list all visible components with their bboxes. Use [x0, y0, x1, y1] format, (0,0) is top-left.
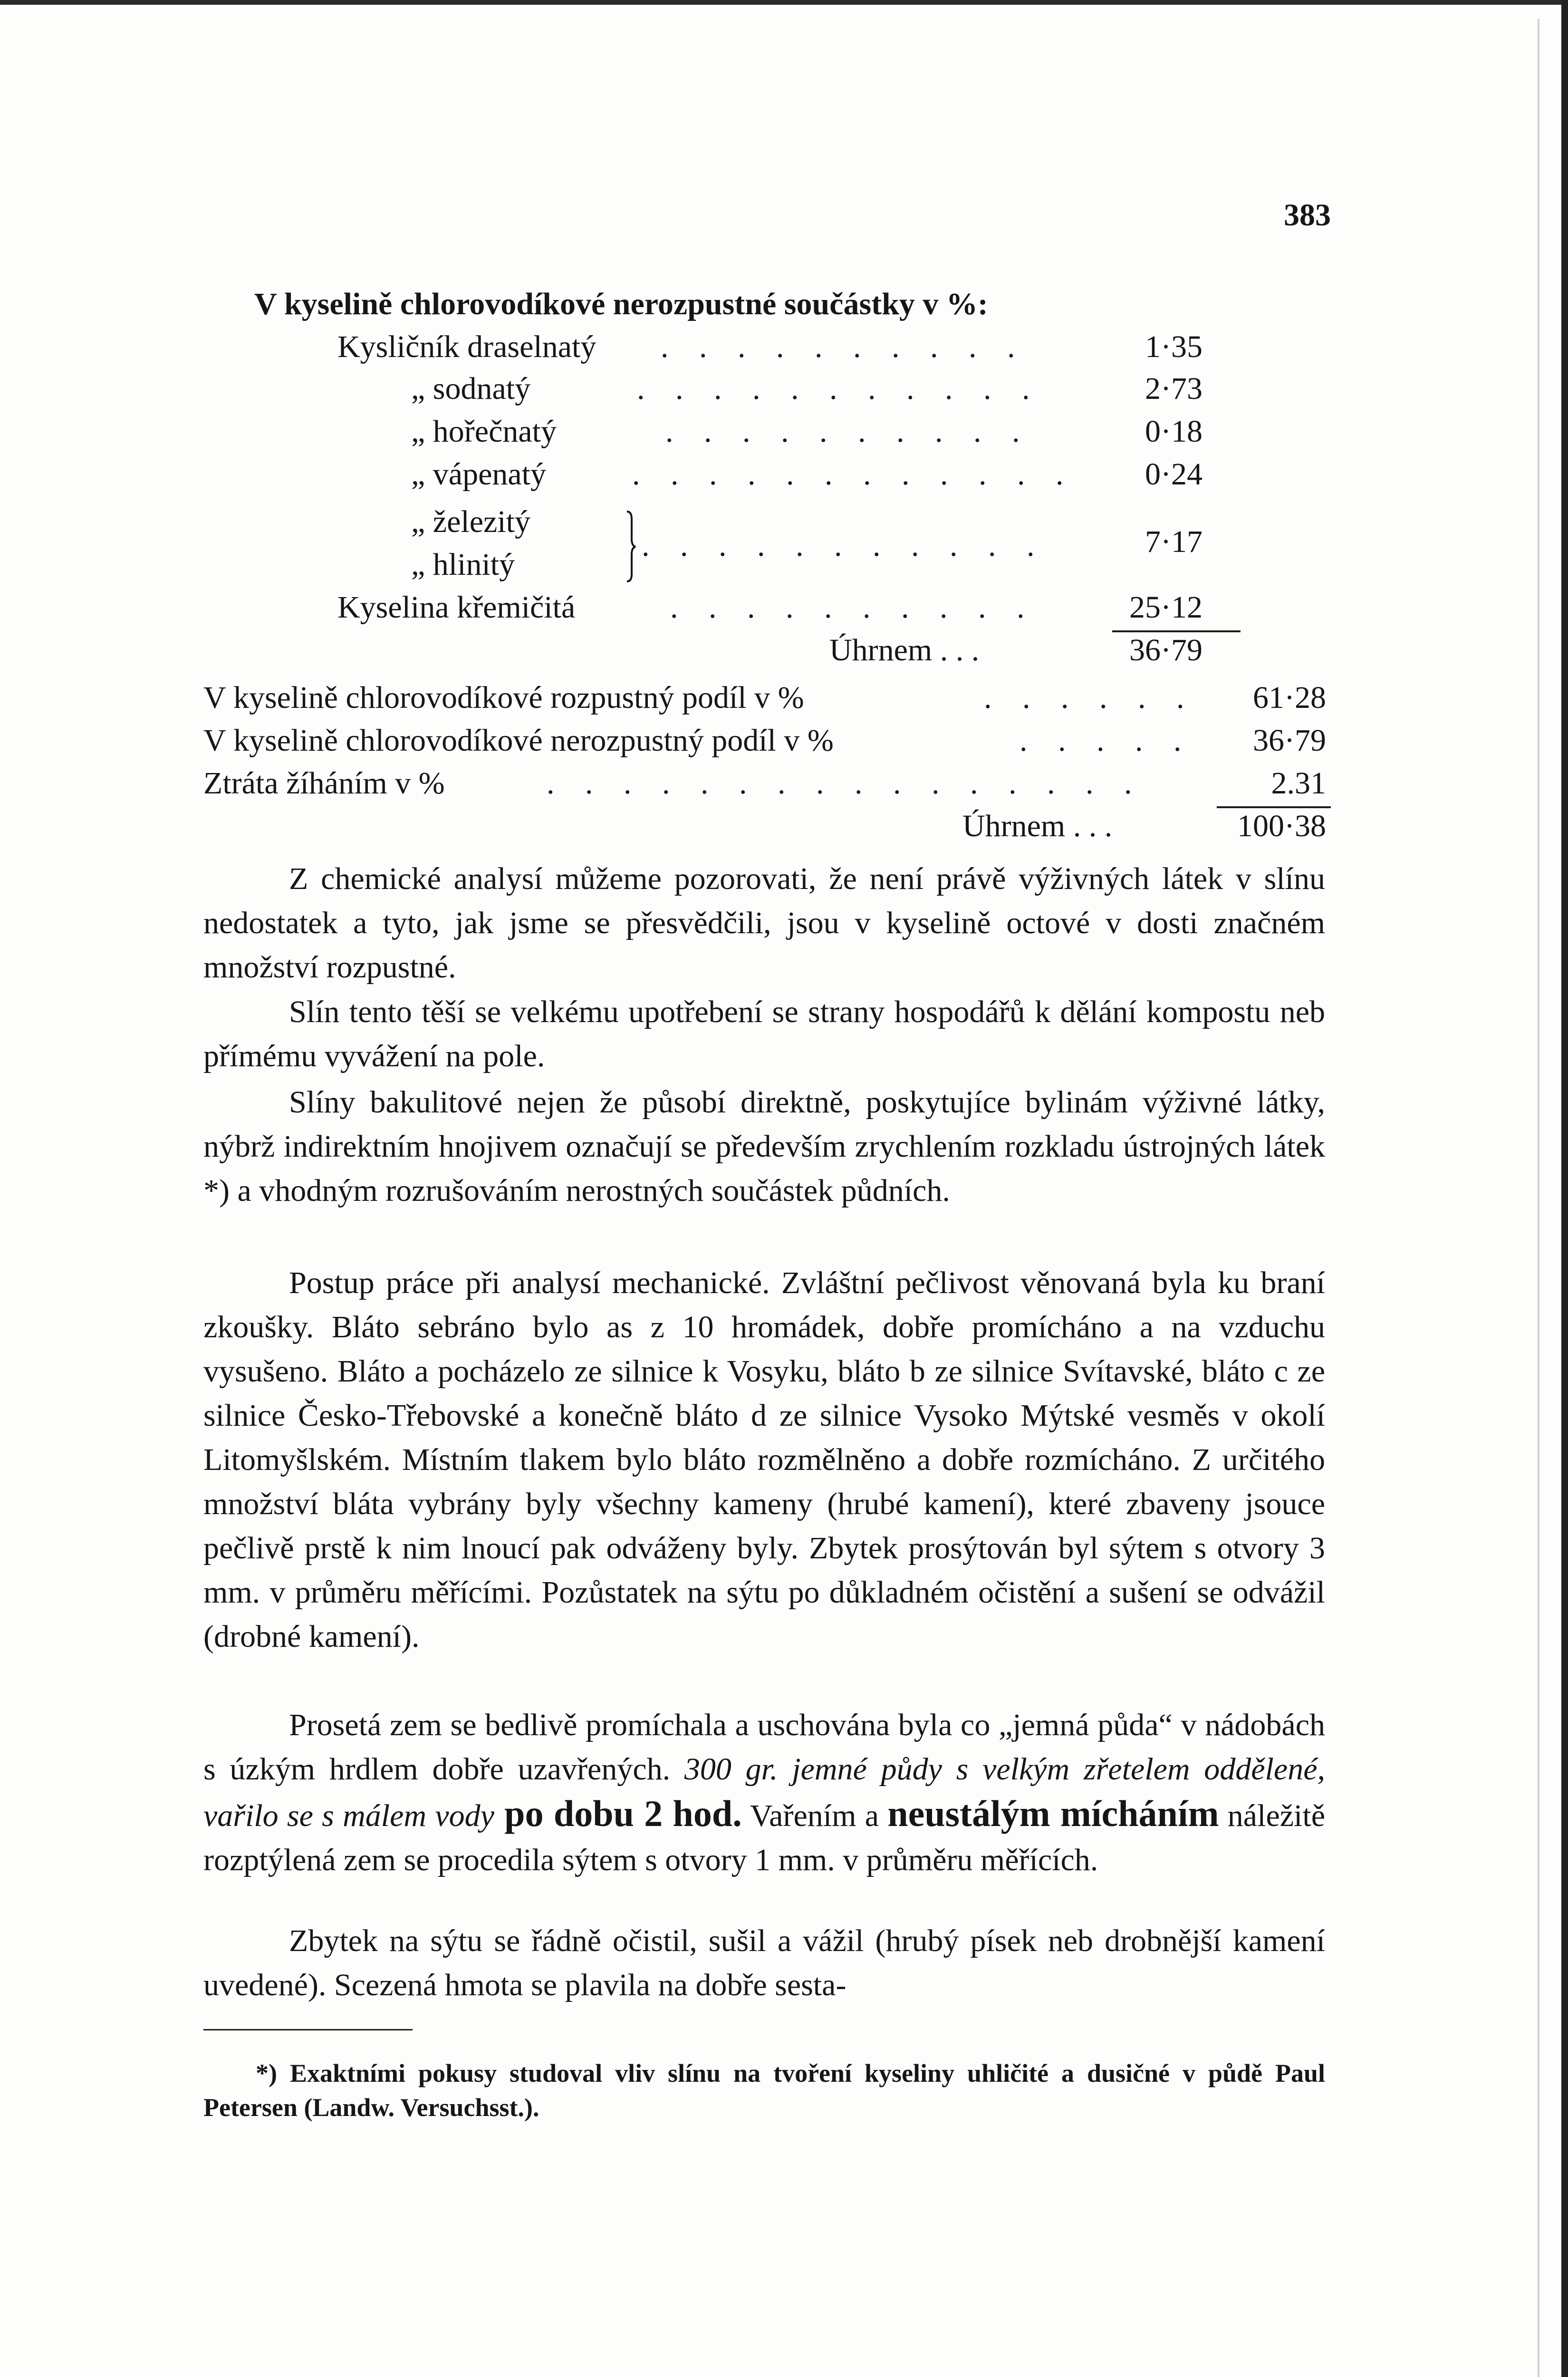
leader-dots: . . . . . [1020, 723, 1193, 758]
brace-icon [625, 510, 636, 583]
paragraph [203, 1080, 1325, 1213]
table2-row-label: V kyselině chlorovodíkové rozpustný podíl v % [203, 680, 804, 715]
scan-edge-shadow [1538, 19, 1539, 2377]
paragraph-text: Z chemické analysí můžeme pozorovati, že není právě výživných látek v slínu nedostatek a tyto, jak jsme se přesvědčili, jsou v kyselině octové v dosti značném množství rozpustné. [203, 861, 1325, 985]
paragraph [203, 857, 1325, 989]
table1-row-label: Kysličník draselnatý [337, 329, 596, 364]
leader-dots: . . . . . . . . . . . . [632, 457, 1075, 492]
leader-dots: . . . . . . . . . . . [642, 528, 1046, 563]
table2-total-value: 100·38 [1237, 809, 1326, 843]
leader-dots: . . . . . . . . . . [661, 329, 1027, 364]
table1-row-value: 1·35 [1145, 329, 1202, 364]
paragraph [203, 990, 1325, 1078]
paragraph-text [203, 1703, 1325, 1882]
table1-row-value: 2·73 [1145, 371, 1202, 406]
paragraph [203, 1261, 1325, 1659]
text-run: Vařením a [741, 1798, 888, 1833]
table2-row-value: 2.31 [1271, 766, 1326, 801]
leader-dots: . . . . . . . . . . . [637, 371, 1041, 406]
table1-row-label: „ hořečnatý [411, 414, 557, 449]
table2-row-value: 61·28 [1253, 680, 1326, 715]
scan-edge-right [1561, 0, 1568, 2377]
footnote-rule [203, 2029, 413, 2030]
bold-text: po dobu 2 hod. [494, 1793, 742, 1834]
table1-total-value: 36·79 [1129, 633, 1202, 667]
paragraph [203, 1703, 1325, 1882]
table2-row-label: V kyselině chlorovodíkové nerozpustný podíl v % [203, 723, 834, 758]
table1-row-value: 7·17 [1145, 524, 1202, 559]
footnote: *) Exaktními pokusy studoval vliv slínu na tvoření kyseliny uhličité a dusičné v půdě Paul Petersen (Landw. Versuchsst.). [203, 2059, 1325, 2122]
table1-row-label: „ železitý [411, 504, 530, 539]
table2-row-value: 36·79 [1253, 723, 1326, 758]
table1-heading: V kyselině chlorovodíkové nerozpustné součástky v %: [254, 287, 988, 321]
leader-dots: . . . . . . . . . . [665, 414, 1031, 449]
table1-total-label: Úhrnem . . . [829, 633, 980, 667]
leader-dots: . . . . . . [984, 680, 1196, 715]
table1-row-label: „ sodnatý [411, 371, 531, 406]
paragraph-text: Slíny bakulitové nejen že působí direktně, poskytujíce bylinám výživné látky, nýbrž indirektním hnojivem označují se především zrychlením rozkladu ústrojných látek *) a vhodným rozrušováním nerostných součástek půdních. [203, 1085, 1325, 1208]
page-number: 383 [1284, 198, 1331, 232]
paragraph-text: Zbytek na sýtu se řádně očistil, sušil a vážil (hrubý písek neb drobnější kamení uvedené). Scezená hmota se plavila na dobře sesta- [203, 1923, 1325, 2002]
leader-dots: . . . . . . . . . . . . . . . . [547, 766, 1144, 801]
paragraph-text: Slín tento těší se velkému upotřebení se strany hospodářů k dělání kompostu neb přímému vyvážení na pole. [203, 995, 1325, 1073]
italic-text: 300 gr. jemné půdy s velkým zřetelem oddělené, vařilo se s málem vody [203, 1752, 1325, 1833]
table1-row-label: „ vápenatý [411, 457, 547, 492]
paragraph [203, 1919, 1325, 2007]
table1-row-label: „ hlinitý [411, 547, 515, 582]
bold-text: neustálým mícháním [887, 1793, 1219, 1834]
table2-row-label: Ztráta žíháním v % [203, 766, 445, 801]
table1-row-value: 0·18 [1145, 414, 1202, 449]
scan-edge-top [0, 0, 1568, 5]
leader-dots: . . . . . . . . . . [670, 590, 1036, 625]
table1-row-label: Kyselina křemičitá [337, 590, 576, 625]
table2-total-label: Úhrnem . . . [962, 809, 1113, 843]
table1-row-value: 0·24 [1145, 457, 1202, 492]
text-run: náležitě rozptýlená zem se procedila sýtem s otvory 1 mm. v průměru měřících. [203, 1798, 1325, 1877]
table1-row-value: 25·12 [1129, 590, 1202, 625]
text-run: Prosetá zem se bedlivě promíchala a uschována byla co „jemná půda“ v nádobách s úzkým hrdlem dobře uzavřených. [203, 1708, 1325, 1787]
paragraph-text: Postup práce při analysí mechanické. Zvláštní pečlivost věnovaná byla ku braní zkoušky. Bláto sebráno bylo as z 10 hromádek, dobře promícháno a na vzduchu vysušeno. Bláto a pocházelo ze silnice k Vosyku, bláto b ze silnice Svítavské, bláto c ze silnice Česko-Třebovské a konečně bláto d ze silnice Vysoko Mýtské vesměs v okolí Litomyšlském. Místním tlakem bylo bláto rozmělněno a dobře rozmícháno. Z určitého množství bláta vybrány byly všechny kameny (hrubé kamení), které zbaveny jsouce pečlivě prstě k nim lnoucí pak odváženy byly. Zbytek prosýtován byl sýtem s otvory 3 mm. v průměru měřícími. Pozůstatek na sýtu po důkladném očistění a sušení se odvážil (drobné kamení). [203, 1266, 1325, 1654]
